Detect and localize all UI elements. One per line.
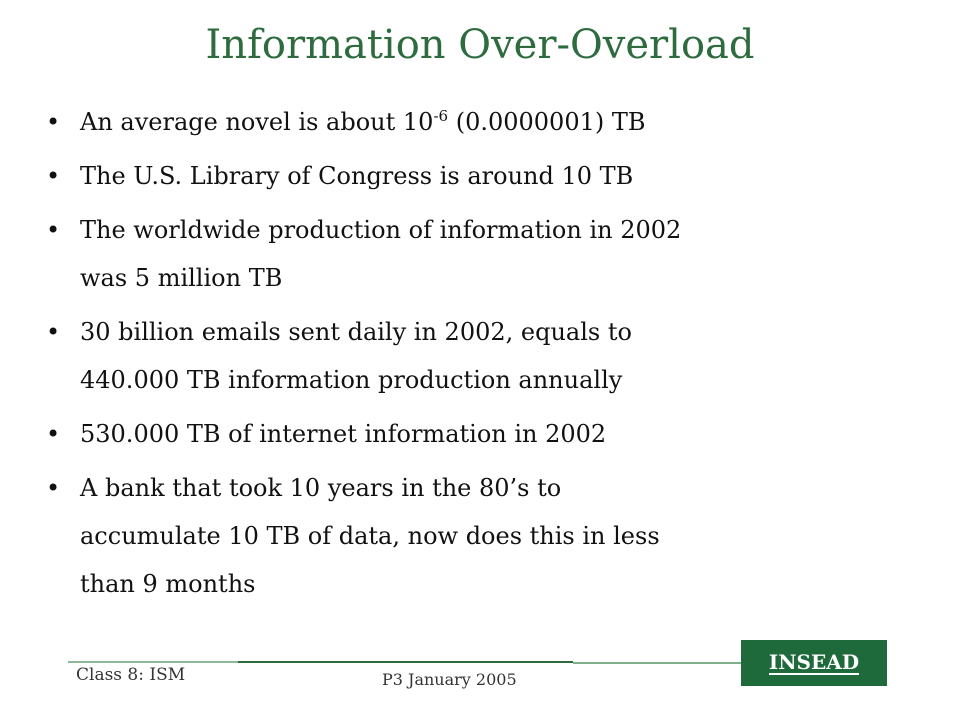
bullet-text-worldwide-line1: The worldwide production of information in 2002 bbox=[80, 216, 682, 244]
insead-logo-text: INSEAD bbox=[768, 650, 860, 674]
slide-title: Information Over-Overload bbox=[205, 22, 755, 68]
bullet-icon: • bbox=[46, 420, 61, 448]
bullet-item-internet bbox=[46, 410, 906, 458]
bullet-item-novel bbox=[46, 98, 906, 146]
bullet-item-bank bbox=[46, 464, 906, 608]
bullet-icon: • bbox=[46, 108, 61, 136]
bullet-text-emails-line1: 30 billion emails sent daily in 2002, equals to bbox=[80, 318, 632, 346]
bullet-text-novel-main: An average novel is about 10 bbox=[80, 108, 434, 136]
bullet-text-library: The U.S. Library of Congress is around 10 TB bbox=[80, 162, 634, 190]
footer-date-label: P3 January 2005 bbox=[382, 670, 517, 689]
bullet-icon: • bbox=[46, 318, 61, 346]
bullet-text-bank-line2: accumulate 10 TB of data, now does this in less bbox=[80, 522, 660, 550]
bullet-icon: • bbox=[46, 216, 61, 244]
bullet-item-library bbox=[46, 152, 906, 200]
insead-logo bbox=[741, 640, 887, 686]
footer-divider-left bbox=[68, 661, 238, 663]
bullet-text-bank-line1: A bank that took 10 years in the 80’s to bbox=[80, 474, 562, 502]
bullet-text-bank-line3: than 9 months bbox=[80, 570, 256, 598]
footer-divider-right bbox=[573, 662, 743, 664]
bullet-item-emails bbox=[46, 308, 906, 404]
bullet-text-worldwide-line2: was 5 million TB bbox=[80, 264, 283, 292]
bullet-text-novel-exponent: -6 bbox=[433, 107, 449, 125]
bullet-icon: • bbox=[46, 474, 61, 502]
footer-divider-middle bbox=[238, 661, 573, 663]
bullet-item-worldwide bbox=[46, 206, 906, 302]
footer-class-label: Class 8: ISM bbox=[76, 665, 186, 685]
bullet-text-emails-line2: 440.000 TB information production annually bbox=[80, 366, 623, 394]
bullet-list bbox=[46, 98, 906, 614]
bullet-icon: • bbox=[46, 162, 61, 190]
bullet-text-novel-tail: (0.0000001) TB bbox=[448, 108, 646, 136]
bullet-text-internet: 530.000 TB of internet information in 2002 bbox=[80, 420, 607, 448]
